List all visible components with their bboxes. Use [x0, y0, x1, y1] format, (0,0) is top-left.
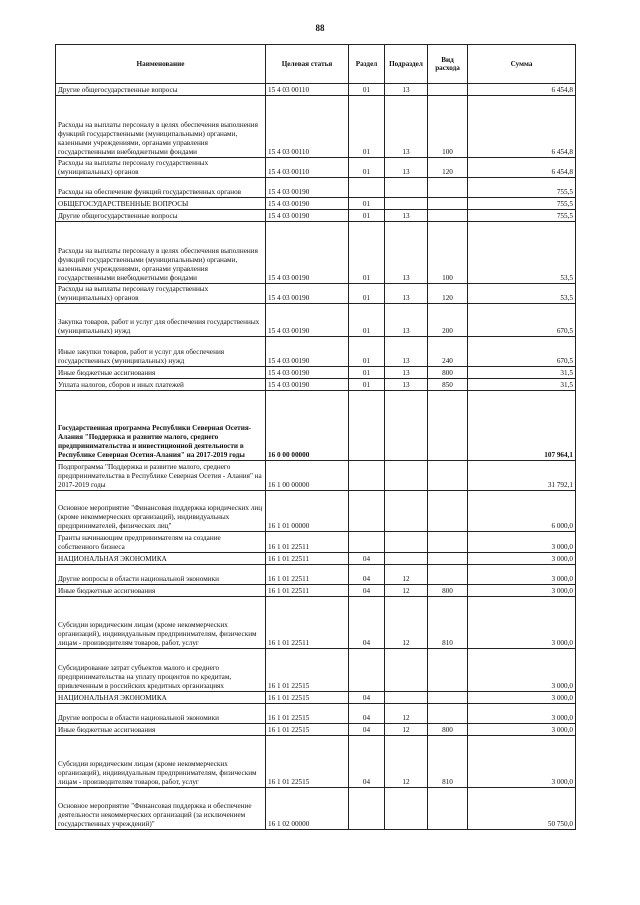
table-row [56, 649, 576, 692]
cell-target: 15 4 03 00190 [266, 198, 349, 210]
cell-name: Расходы на выплаты персоналу в целях обеспечения выполнения функций государственными (муниципальными) органами, казенными учреждениями, органами управления государственными внебюджетными фондами [56, 96, 266, 158]
cell-target: 15 4 03 00110 [266, 84, 349, 96]
cell-subsection [385, 692, 428, 704]
cell-type [428, 198, 468, 210]
table-row [56, 198, 576, 210]
cell-type [428, 461, 468, 491]
cell-name: ОБЩЕГОСУДАРСТВЕННЫЕ ВОПРОСЫ [56, 198, 266, 210]
cell-subsection [385, 788, 428, 830]
cell-name: Основное мероприятие "Финансовая поддержка и обеспечение деятельности некоммерческих организаций (за исключением государственных учреждений)" [56, 788, 266, 830]
cell-subsection [385, 391, 428, 461]
cell-section: 01 [349, 210, 385, 222]
table-row [56, 461, 576, 491]
cell-sum: 107 964,1 [468, 391, 576, 461]
cell-type [428, 649, 468, 692]
cell-subsection: 12 [385, 736, 428, 788]
cell-subsection: 13 [385, 379, 428, 391]
cell-name: Иные бюджетные ассигнования [56, 585, 266, 597]
cell-section [349, 491, 385, 532]
cell-type: 100 [428, 96, 468, 158]
cell-name: Субсидии юридическим лицам (кроме некоммерческих организаций), индивидуальным предпринимателям, физическим лицам - производителям товаров, работ, услуг [56, 736, 266, 788]
cell-target: 16 1 01 22511 [266, 565, 349, 585]
table-row [56, 96, 576, 158]
cell-subsection: 12 [385, 597, 428, 649]
cell-type [428, 704, 468, 724]
cell-section: 01 [349, 379, 385, 391]
cell-subsection: 13 [385, 337, 428, 367]
cell-name: Субсидии юридическим лицам (кроме некоммерческих организаций), индивидуальным предпринимателям, физическим лицам - производителям товаров, работ, услуг [56, 597, 266, 649]
table-header-row [56, 45, 576, 84]
table-row [56, 210, 576, 222]
cell-sum: 755,5 [468, 210, 576, 222]
cell-type [428, 553, 468, 565]
cell-sum: 670,5 [468, 304, 576, 337]
cell-name: Расходы на обеспечение функций государственных органов [56, 178, 266, 198]
cell-name: Иные бюджетные ассигнования [56, 724, 266, 736]
cell-sum: 31,5 [468, 367, 576, 379]
cell-name: Иные бюджетные ассигнования [56, 367, 266, 379]
cell-type: 120 [428, 284, 468, 304]
cell-target: 16 1 01 22511 [266, 532, 349, 553]
cell-sum: 50 750,0 [468, 788, 576, 830]
cell-name: Уплата налогов, сборов и иных платежей [56, 379, 266, 391]
cell-target: 16 1 01 22511 [266, 597, 349, 649]
col-header-subsection: Подраздел [385, 45, 428, 84]
cell-sum: 6 000,0 [468, 491, 576, 532]
cell-target: 15 4 03 00190 [266, 379, 349, 391]
cell-section: 01 [349, 96, 385, 158]
cell-sum: 3 000,0 [468, 649, 576, 692]
cell-type [428, 532, 468, 553]
cell-subsection: 13 [385, 158, 428, 178]
table-row [56, 565, 576, 585]
cell-section: 01 [349, 198, 385, 210]
cell-target: 16 1 01 22515 [266, 704, 349, 724]
cell-subsection: 12 [385, 704, 428, 724]
table-row [56, 284, 576, 304]
table-row [56, 585, 576, 597]
cell-sum: 31,5 [468, 379, 576, 391]
cell-sum: 3 000,0 [468, 692, 576, 704]
cell-section: 04 [349, 724, 385, 736]
table-row [56, 788, 576, 830]
cell-type: 810 [428, 597, 468, 649]
cell-type [428, 84, 468, 96]
cell-subsection: 13 [385, 284, 428, 304]
cell-target: 16 1 01 22515 [266, 724, 349, 736]
table-row [56, 178, 576, 198]
cell-section [349, 649, 385, 692]
col-header-sum: Сумма [468, 45, 576, 84]
cell-sum: 53,5 [468, 284, 576, 304]
cell-section: 04 [349, 597, 385, 649]
cell-name: НАЦИОНАЛЬНАЯ ЭКОНОМИКА [56, 553, 266, 565]
table-row [56, 736, 576, 788]
cell-sum: 755,5 [468, 198, 576, 210]
cell-target: 15 4 03 00190 [266, 222, 349, 284]
cell-section: 04 [349, 585, 385, 597]
cell-sum: 3 000,0 [468, 724, 576, 736]
cell-type: 120 [428, 158, 468, 178]
cell-subsection: 12 [385, 724, 428, 736]
cell-name: Расходы на выплаты персоналу государственных (муниципальных) органов [56, 284, 266, 304]
cell-subsection [385, 532, 428, 553]
col-header-target: Целевая статья [266, 45, 349, 84]
cell-target: 16 1 01 22511 [266, 553, 349, 565]
cell-section [349, 391, 385, 461]
cell-section: 01 [349, 284, 385, 304]
cell-sum: 3 000,0 [468, 585, 576, 597]
cell-subsection: 12 [385, 565, 428, 585]
col-header-type: Вид расхода [428, 45, 468, 84]
cell-name: Гранты начинающим предпринимателям на создание собственного бизнеса [56, 532, 266, 553]
cell-name: Другие общегосударственные вопросы [56, 84, 266, 96]
cell-section: 04 [349, 704, 385, 724]
table-row [56, 491, 576, 532]
cell-target: 16 1 01 22515 [266, 649, 349, 692]
cell-type: 810 [428, 736, 468, 788]
cell-subsection: 13 [385, 84, 428, 96]
cell-name: Основное мероприятие "Финансовая поддержка юридических лиц (кроме некоммерческих организаций), индивидуальных предпринимателей, физических лиц" [56, 491, 266, 532]
cell-target: 16 1 01 00000 [266, 491, 349, 532]
cell-name: НАЦИОНАЛЬНАЯ ЭКОНОМИКА [56, 692, 266, 704]
cell-name: Закупка товаров, работ и услуг для обеспечения государственных (муниципальных) нужд [56, 304, 266, 337]
table-row [56, 532, 576, 553]
cell-sum: 3 000,0 [468, 704, 576, 724]
table-row [56, 222, 576, 284]
cell-target: 16 1 02 00000 [266, 788, 349, 830]
cell-sum: 6 454,8 [468, 158, 576, 178]
cell-subsection: 13 [385, 222, 428, 284]
cell-type [428, 788, 468, 830]
cell-section: 01 [349, 84, 385, 96]
cell-target: 15 4 03 00190 [266, 367, 349, 379]
cell-target: 15 4 03 00110 [266, 96, 349, 158]
cell-type [428, 178, 468, 198]
cell-target: 16 0 00 00000 [266, 391, 349, 461]
cell-subsection: 13 [385, 367, 428, 379]
cell-sum: 6 454,8 [468, 96, 576, 158]
cell-type [428, 210, 468, 222]
page-number: 88 [315, 23, 325, 33]
budget-table [55, 44, 576, 830]
cell-subsection [385, 198, 428, 210]
table-row [56, 367, 576, 379]
cell-type [428, 565, 468, 585]
table-row [56, 304, 576, 337]
table-row [56, 158, 576, 178]
cell-name: Другие общегосударственные вопросы [56, 210, 266, 222]
cell-sum: 3 000,0 [468, 532, 576, 553]
cell-subsection [385, 491, 428, 532]
cell-section: 04 [349, 692, 385, 704]
cell-name: Государственная программа Республики Северная Осетия-Алания "Поддержка и развитие малого, среднего предпринимательства и инвестиционной деятельности в Республике Северная Осетия-Алания" на 2017-2019 годы [56, 391, 266, 461]
cell-target: 16 1 00 00000 [266, 461, 349, 491]
cell-sum: 31 792,1 [468, 461, 576, 491]
cell-subsection [385, 553, 428, 565]
cell-target: 15 4 03 00190 [266, 210, 349, 222]
cell-target: 15 4 03 00190 [266, 284, 349, 304]
cell-section: 01 [349, 337, 385, 367]
cell-name: Субсидирование затрат субъектов малого и среднего предпринимательства на уплату процентов по кредитам, привлеченным в российских кредитных организациях [56, 649, 266, 692]
col-header-section: Раздел [349, 45, 385, 84]
cell-sum: 3 000,0 [468, 565, 576, 585]
cell-type [428, 391, 468, 461]
cell-type: 800 [428, 367, 468, 379]
table-row [56, 692, 576, 704]
cell-section: 04 [349, 553, 385, 565]
cell-target: 16 1 01 22515 [266, 692, 349, 704]
cell-type [428, 692, 468, 704]
cell-subsection [385, 649, 428, 692]
cell-name: Расходы на выплаты персоналу государственных (муниципальных) органов [56, 158, 266, 178]
table-row [56, 724, 576, 736]
cell-section: 01 [349, 222, 385, 284]
cell-section: 04 [349, 565, 385, 585]
cell-target: 16 1 01 22515 [266, 736, 349, 788]
cell-type: 240 [428, 337, 468, 367]
cell-name: Другие вопросы в области национальной экономики [56, 704, 266, 724]
cell-name: Иные закупки товаров, работ и услуг для обеспечения государственных (муниципальных) нужд [56, 337, 266, 367]
cell-section [349, 532, 385, 553]
cell-sum: 6 454,8 [468, 84, 576, 96]
cell-name: Подпрограмма "Поддержка и развитие малого, среднего предпринимательства в Республике Северная Осетия - Алания" на 2017-2019 годы [56, 461, 266, 491]
cell-section [349, 178, 385, 198]
col-header-name: Наименование [56, 45, 266, 84]
cell-section: 01 [349, 304, 385, 337]
cell-target: 15 4 03 00190 [266, 337, 349, 367]
cell-subsection: 13 [385, 210, 428, 222]
cell-subsection: 13 [385, 96, 428, 158]
cell-subsection: 12 [385, 585, 428, 597]
cell-name: Другие вопросы в области национальной экономики [56, 565, 266, 585]
cell-type: 200 [428, 304, 468, 337]
table-row [56, 379, 576, 391]
table-row [56, 704, 576, 724]
cell-section: 01 [349, 158, 385, 178]
cell-type: 850 [428, 379, 468, 391]
cell-target: 16 1 01 22511 [266, 585, 349, 597]
cell-target: 15 4 03 00110 [266, 158, 349, 178]
cell-sum: 53,5 [468, 222, 576, 284]
cell-target: 15 4 03 00190 [266, 178, 349, 198]
cell-sum: 755,5 [468, 178, 576, 198]
cell-section [349, 788, 385, 830]
cell-subsection: 13 [385, 304, 428, 337]
cell-sum: 670,5 [468, 337, 576, 367]
table-row [56, 391, 576, 461]
cell-subsection [385, 178, 428, 198]
table-row [56, 337, 576, 367]
cell-type: 800 [428, 585, 468, 597]
cell-type: 800 [428, 724, 468, 736]
cell-type: 100 [428, 222, 468, 284]
cell-section: 04 [349, 736, 385, 788]
cell-sum: 3 000,0 [468, 553, 576, 565]
table-row [56, 597, 576, 649]
cell-section: 01 [349, 367, 385, 379]
cell-section [349, 461, 385, 491]
cell-target: 15 4 03 00190 [266, 304, 349, 337]
table-row [56, 553, 576, 565]
cell-sum: 3 000,0 [468, 736, 576, 788]
cell-name: Расходы на выплаты персоналу в целях обеспечения выполнения функций государственными (муниципальными) органами, казенными учреждениями, органами управления государственными внебюджетными фондами [56, 222, 266, 284]
table-body [56, 84, 576, 830]
cell-subsection [385, 461, 428, 491]
table-row [56, 84, 576, 96]
cell-sum: 3 000,0 [468, 597, 576, 649]
cell-type [428, 491, 468, 532]
